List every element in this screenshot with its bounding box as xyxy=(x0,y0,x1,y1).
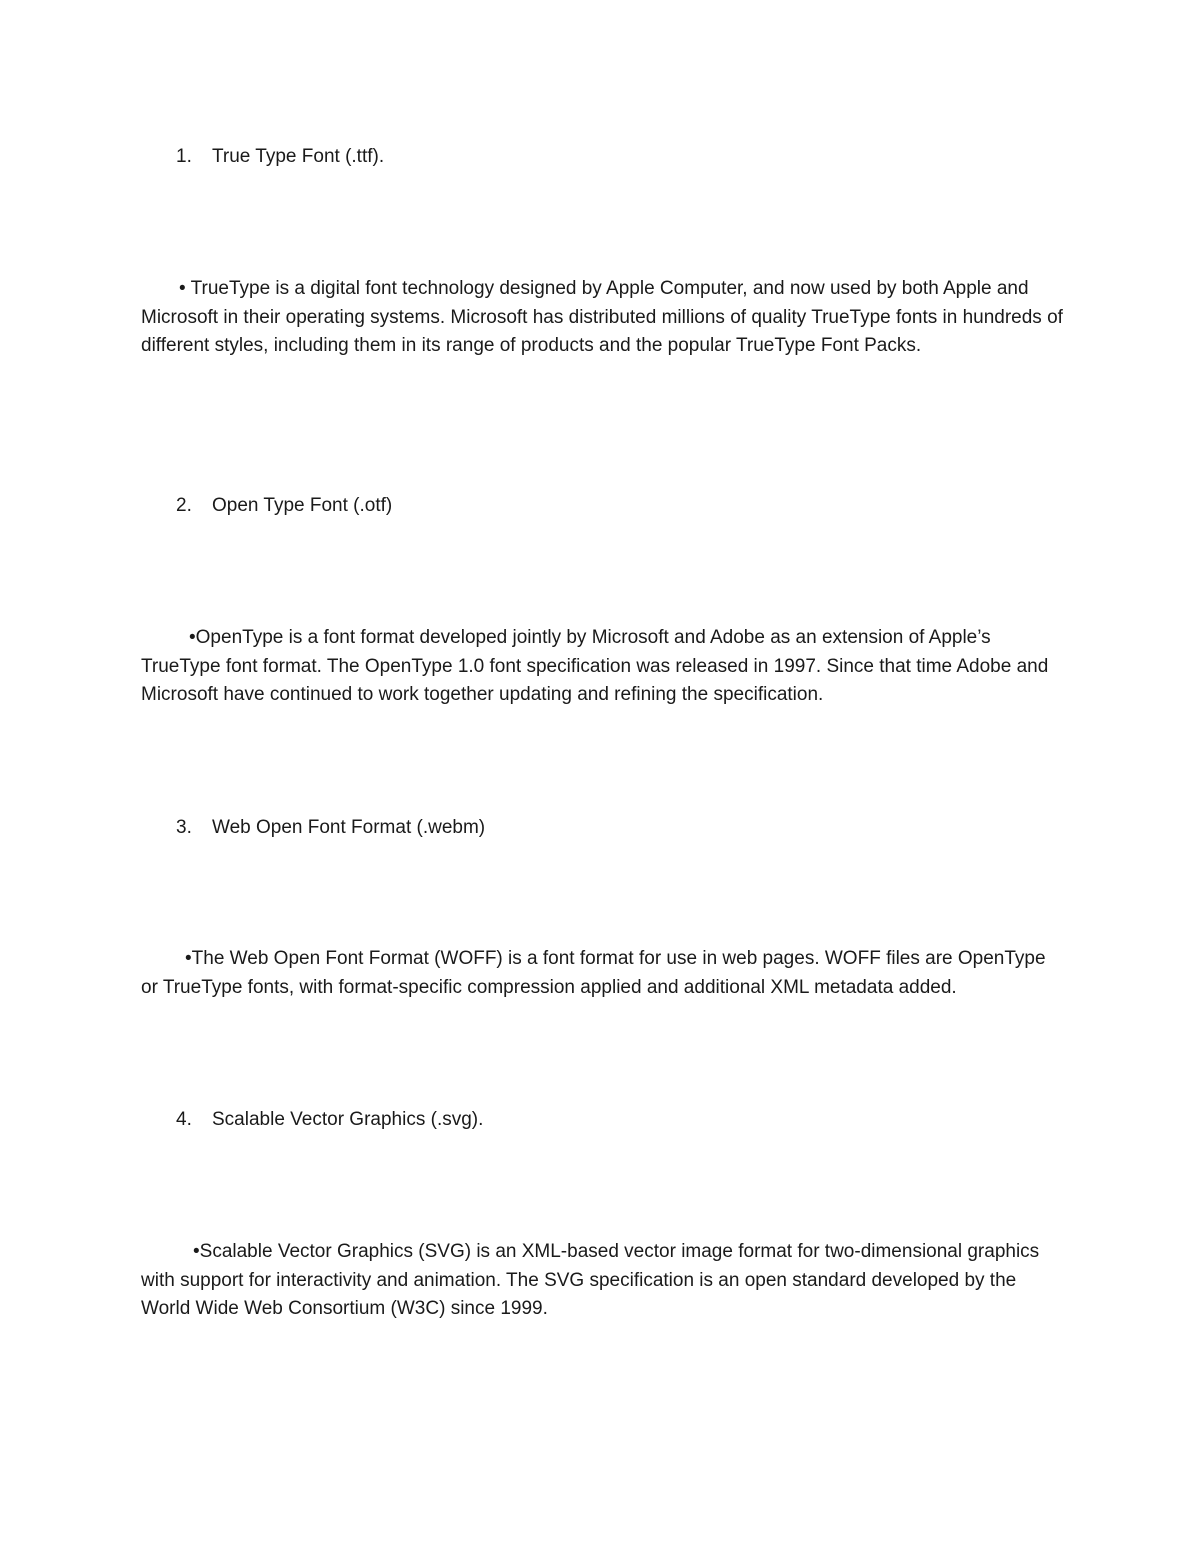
section-1-paragraph xyxy=(141,275,1066,361)
section-3-title: Web Open Font Format (.webm) xyxy=(212,817,486,838)
section-2-title: Open Type Font (.otf) xyxy=(212,495,393,516)
section-2-heading xyxy=(176,494,392,518)
section-3-heading xyxy=(176,816,485,840)
bullet-icon: • xyxy=(193,1241,200,1262)
section-3-body: The Web Open Font Format (WOFF) is a font format for use in web pages. WOFF files are OpenType or TrueType fonts, with format-specific compression applied and additional XML metadata added. xyxy=(141,948,1046,998)
section-4-heading xyxy=(176,1108,483,1132)
section-4-title: Scalable Vector Graphics (.svg). xyxy=(212,1109,484,1130)
section-1-title: True Type Font (.ttf). xyxy=(212,146,385,167)
bullet-icon: • xyxy=(189,627,196,648)
section-3-number: 3. xyxy=(176,817,192,838)
section-1-number: 1. xyxy=(176,146,192,167)
section-2-paragraph xyxy=(141,624,1066,710)
bullet-icon: • xyxy=(185,948,192,969)
section-4-body: Scalable Vector Graphics (SVG) is an XML-based vector image format for two-dimensional graphics with support for interactivity and animation. The SVG specification is an open standard developed by the World Wide Web Consortium (W3C) since 1999. xyxy=(141,1241,1040,1320)
section-4-number: 4. xyxy=(176,1109,192,1130)
section-1-heading xyxy=(176,145,384,169)
section-4-paragraph xyxy=(141,1238,1066,1324)
section-1-body: TrueType is a digital font technology designed by Apple Computer, and now used by both Apple and Microsoft in their operating systems. Microsoft has distributed millions of quality TrueType fonts in hundreds of different styles, including them in its range of products and the popular TrueType Font Packs. xyxy=(141,278,1063,357)
section-3-paragraph xyxy=(141,945,1066,1002)
section-2-body: OpenType is a font format developed jointly by Microsoft and Adobe as an extension of Apple’s TrueType font format. The OpenType 1.0 font specification was released in 1997. Since that time Adobe and Microsoft have continued to work together updating and refining the specification. xyxy=(141,627,1049,706)
bullet-icon: • xyxy=(179,278,186,299)
section-2-number: 2. xyxy=(176,495,192,516)
